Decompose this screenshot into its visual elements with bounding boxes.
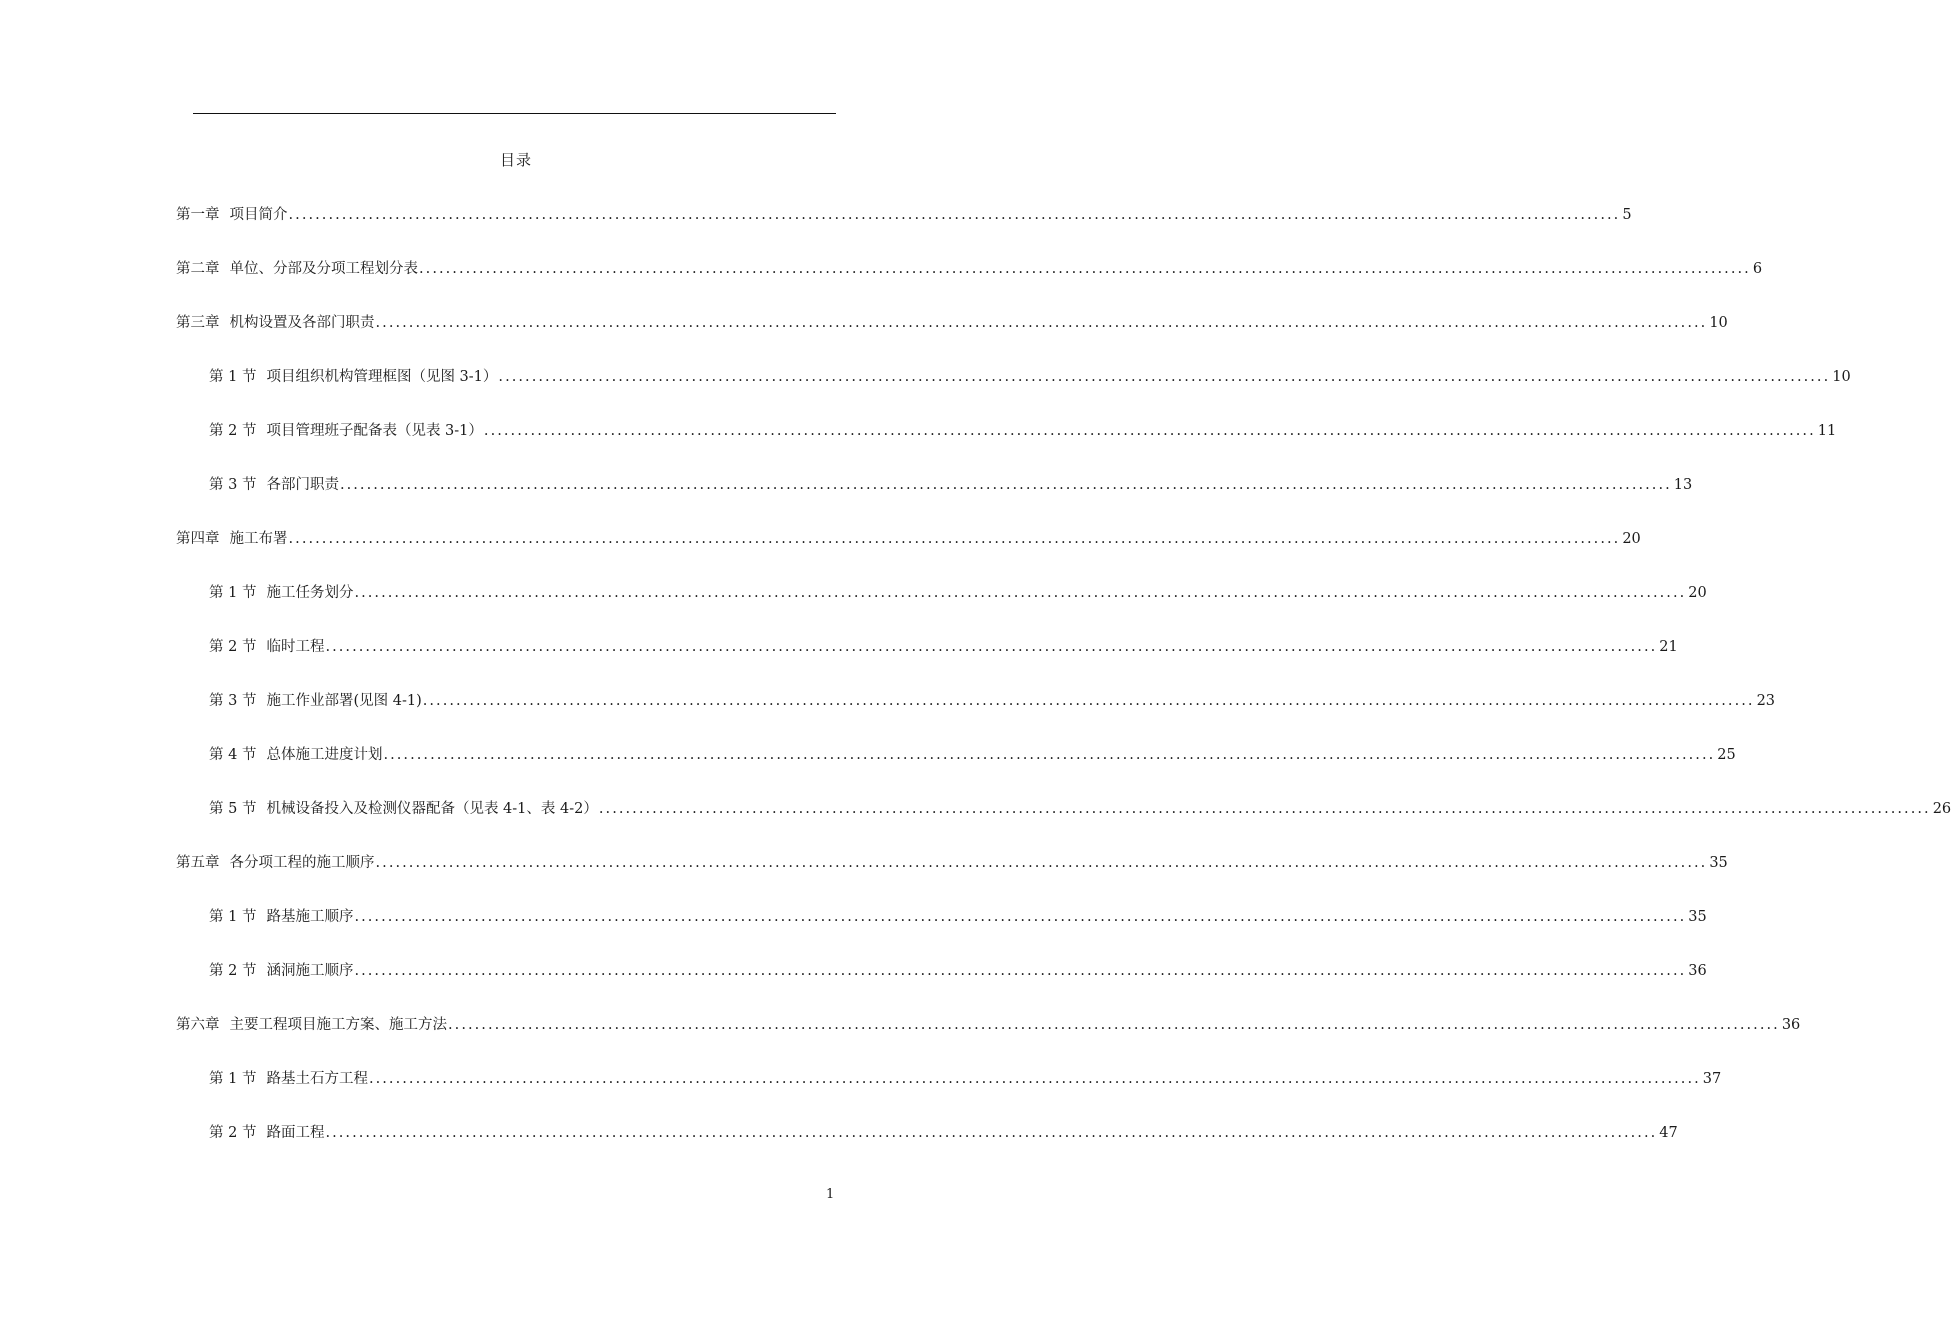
toc-entry-number: 第一章 bbox=[176, 207, 220, 223]
toc-dot-leader: ........................................................................................................................................................................................................ bbox=[288, 531, 1621, 547]
toc-entry-page: 35 bbox=[1709, 855, 1728, 871]
toc-entry-title: 各分项工程的施工顺序 bbox=[229, 855, 375, 871]
toc-dot-leader: ........................................................................................................................................................................................................ bbox=[368, 1071, 1701, 1087]
toc-entry-number: 第 2 节 bbox=[209, 423, 257, 439]
toc-entry-page: 25 bbox=[1717, 747, 1736, 763]
toc-section-entry[interactable] bbox=[209, 959, 1707, 983]
toc-entry-title: 施工布署 bbox=[229, 531, 288, 547]
toc-dot-leader: ........................................................................................................................................................................................................ bbox=[375, 315, 1708, 331]
toc-entry-title: 路面工程 bbox=[266, 1125, 325, 1141]
toc-entry-number: 第 5 节 bbox=[209, 801, 257, 817]
toc-entry-title: 施工任务划分 bbox=[266, 585, 354, 601]
toc-dot-leader: ........................................................................................................................................................................................................ bbox=[325, 1125, 1658, 1141]
toc-entry-label bbox=[209, 797, 598, 821]
toc-entry-number: 第 1 节 bbox=[209, 1071, 257, 1087]
toc-entry-label bbox=[209, 419, 483, 443]
toc-dot-leader: ........................................................................................................................................................................................................ bbox=[383, 747, 1716, 763]
toc-dot-leader: ........................................................................................................................................................................................................ bbox=[448, 1017, 1780, 1033]
toc-chapter-entry[interactable] bbox=[176, 1013, 1801, 1037]
toc-entry-number: 第 2 节 bbox=[209, 963, 257, 979]
toc-entry-page: 36 bbox=[1688, 963, 1707, 979]
toc-entry-page: 5 bbox=[1622, 207, 1632, 223]
toc-section-entry[interactable] bbox=[209, 635, 1678, 659]
toc-entry-page: 37 bbox=[1702, 1071, 1722, 1087]
toc-dot-leader: ........................................................................................................................................................................................................ bbox=[325, 639, 1658, 655]
toc-entry-title: 单位、分部及分项工程划分表 bbox=[229, 261, 418, 277]
toc-section-entry[interactable] bbox=[209, 905, 1707, 929]
toc-entry-page: 23 bbox=[1756, 693, 1776, 709]
toc-entry-label bbox=[209, 743, 382, 767]
toc-section-entry[interactable] bbox=[209, 581, 1707, 605]
toc-chapter-entry[interactable] bbox=[176, 851, 1728, 875]
toc-entry-label bbox=[209, 959, 353, 983]
toc-entry-page: 47 bbox=[1659, 1125, 1678, 1141]
toc-entry-label bbox=[176, 203, 288, 227]
toc-entry-number: 第四章 bbox=[176, 531, 220, 547]
toc-entry-page: 35 bbox=[1688, 909, 1707, 925]
toc-section-entry[interactable] bbox=[209, 797, 1951, 821]
toc-section-entry[interactable] bbox=[209, 473, 1693, 497]
toc-section-entry[interactable] bbox=[209, 419, 1837, 443]
toc-dot-leader: ........................................................................................................................................................................................................ bbox=[354, 909, 1687, 925]
toc-dot-leader: ........................................................................................................................................................................................................ bbox=[339, 477, 1672, 493]
toc-entry-number: 第 3 节 bbox=[209, 693, 257, 709]
toc-chapter-entry[interactable] bbox=[176, 311, 1728, 335]
toc-entry-label bbox=[209, 635, 324, 659]
toc-entry-label bbox=[209, 473, 339, 497]
toc-entry-page: 10 bbox=[1832, 369, 1851, 385]
toc-entry-number: 第三章 bbox=[176, 315, 220, 331]
toc-section-entry[interactable] bbox=[209, 1067, 1722, 1091]
toc-entry-number: 第 1 节 bbox=[209, 369, 257, 385]
toc-title: 目录 bbox=[499, 151, 532, 169]
page-number: 1 bbox=[826, 1187, 835, 1202]
toc-entry-number: 第 3 节 bbox=[209, 477, 257, 493]
toc-dot-leader: ........................................................................................................................................................................................................ bbox=[354, 585, 1687, 601]
toc-entry-title: 总体施工进度计划 bbox=[266, 747, 383, 763]
toc-entry-label bbox=[209, 1121, 324, 1145]
toc-entry-page: 21 bbox=[1659, 639, 1678, 655]
toc-dot-leader: ........................................................................................................................................................................................................ bbox=[354, 963, 1687, 979]
toc-dot-leader: ........................................................................................................................................................................................................ bbox=[375, 855, 1708, 871]
toc-entry-label bbox=[209, 365, 497, 389]
toc-entry-label bbox=[176, 311, 375, 335]
toc-entry-number: 第五章 bbox=[176, 855, 220, 871]
toc-dot-leader: ........................................................................................................................................................................................................ bbox=[598, 801, 1931, 817]
toc-entry-title: 项目组织机构管理框图（见图 3-1） bbox=[266, 369, 498, 385]
toc-dot-leader: ........................................................................................................................................................................................................ bbox=[498, 369, 1831, 385]
toc-entry-page: 26 bbox=[1932, 801, 1951, 817]
toc-entry-number: 第六章 bbox=[176, 1017, 220, 1033]
toc-entry-label bbox=[176, 1013, 447, 1037]
toc-entry-page: 13 bbox=[1673, 477, 1693, 493]
toc-entry-page: 6 bbox=[1752, 261, 1763, 277]
toc-entry-title: 项目管理班子配备表（见表 3-1） bbox=[266, 423, 483, 439]
toc-entry-label bbox=[209, 1067, 368, 1091]
toc-entry-label bbox=[176, 527, 288, 551]
toc-section-entry[interactable] bbox=[209, 1121, 1678, 1145]
toc-entry-label bbox=[176, 257, 418, 281]
toc-chapter-entry[interactable] bbox=[176, 203, 1632, 227]
toc-entry-title: 施工作业部署(见图 4-1) bbox=[266, 693, 422, 709]
toc-entry-number: 第 4 节 bbox=[209, 747, 257, 763]
toc-entry-number: 第 2 节 bbox=[209, 639, 257, 655]
toc-entry-page: 20 bbox=[1688, 585, 1707, 601]
toc-chapter-entry[interactable] bbox=[176, 527, 1641, 551]
toc-entry-page: 20 bbox=[1622, 531, 1641, 547]
toc-dot-leader: ........................................................................................................................................................................................................ bbox=[419, 261, 1751, 277]
toc-entry-number: 第 1 节 bbox=[209, 585, 257, 601]
toc-entry-title: 临时工程 bbox=[266, 639, 325, 655]
toc-entry-number: 第二章 bbox=[176, 261, 220, 277]
header-rule bbox=[193, 113, 836, 114]
toc-dot-leader: ........................................................................................................................................................................................................ bbox=[422, 693, 1755, 709]
toc-entry-title: 涵洞施工顺序 bbox=[266, 963, 354, 979]
toc-entry-title: 机械设备投入及检测仪器配备（见表 4-1、表 4-2） bbox=[266, 801, 598, 817]
toc-section-entry[interactable] bbox=[209, 743, 1736, 767]
toc-entry-title: 路基土石方工程 bbox=[266, 1071, 368, 1087]
toc-entry-label bbox=[209, 905, 353, 929]
toc-entry-label bbox=[209, 689, 422, 713]
toc-section-entry[interactable] bbox=[209, 689, 1776, 713]
toc-chapter-entry[interactable] bbox=[176, 257, 1763, 281]
toc-entry-page: 11 bbox=[1817, 423, 1837, 439]
toc-entry-number: 第 1 节 bbox=[209, 909, 257, 925]
toc-entry-label bbox=[176, 851, 375, 875]
toc-entry-page: 36 bbox=[1781, 1017, 1801, 1033]
toc-entry-page: 10 bbox=[1709, 315, 1728, 331]
toc-entry-title: 路基施工顺序 bbox=[266, 909, 354, 925]
toc-entry-title: 各部门职责 bbox=[266, 477, 339, 493]
toc-entry-title: 主要工程项目施工方案、施工方法 bbox=[229, 1017, 447, 1033]
toc-dot-leader: ........................................................................................................................................................................................................ bbox=[483, 423, 1816, 439]
toc-entry-title: 项目简介 bbox=[229, 207, 288, 223]
toc-entry-title: 机构设置及各部门职责 bbox=[229, 315, 375, 331]
toc-dot-leader: ........................................................................................................................................................................................................ bbox=[288, 207, 1621, 223]
toc-entry-label bbox=[209, 581, 353, 605]
toc-section-entry[interactable] bbox=[209, 365, 1851, 389]
toc-entry-number: 第 2 节 bbox=[209, 1125, 257, 1141]
